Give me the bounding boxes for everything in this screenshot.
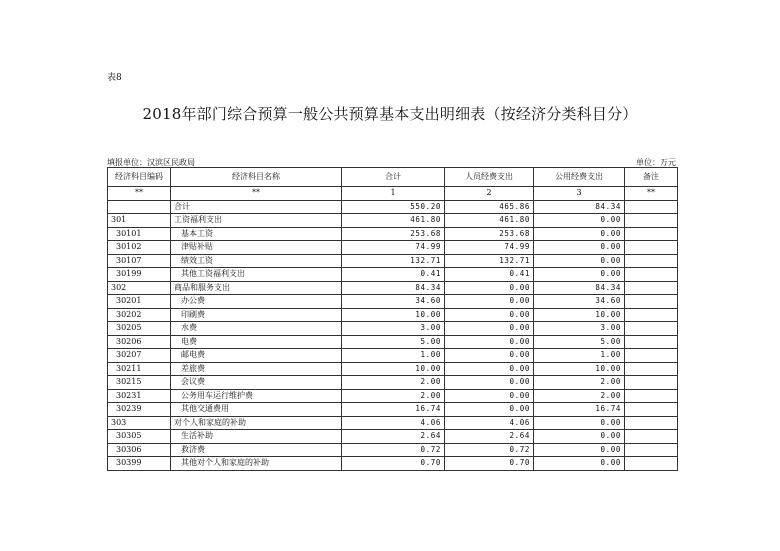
header-cell: 公用经费支出 bbox=[534, 168, 625, 187]
public-cell: 1.00 bbox=[534, 349, 625, 363]
index-cell: 3 bbox=[534, 187, 625, 201]
public-cell: 0.00 bbox=[534, 254, 625, 268]
index-cell: 1 bbox=[342, 187, 445, 201]
public-cell: 0.00 bbox=[534, 457, 625, 471]
public-cell: 84.34 bbox=[534, 200, 625, 214]
name-cell: 差旅费 bbox=[171, 362, 342, 376]
personnel-cell: 0.00 bbox=[445, 349, 534, 363]
public-cell: 0.00 bbox=[534, 214, 625, 228]
table-row bbox=[108, 416, 678, 430]
index-cell: ** bbox=[108, 187, 171, 201]
code-cell: 30399 bbox=[108, 457, 171, 471]
name-cell: 电费 bbox=[171, 335, 342, 349]
table-row bbox=[108, 227, 678, 241]
total-cell: 0.41 bbox=[342, 268, 445, 282]
table-row bbox=[108, 268, 678, 282]
index-cell: 2 bbox=[445, 187, 534, 201]
name-cell: 其他交通费用 bbox=[171, 403, 342, 417]
code-cell: 30306 bbox=[108, 443, 171, 457]
note-cell bbox=[625, 281, 678, 295]
header-row bbox=[108, 168, 678, 187]
code-cell: 30107 bbox=[108, 254, 171, 268]
name-cell: 基本工资 bbox=[171, 227, 342, 241]
code-cell: 30101 bbox=[108, 227, 171, 241]
total-cell: 2.64 bbox=[342, 430, 445, 444]
note-cell bbox=[625, 227, 678, 241]
total-cell: 132.71 bbox=[342, 254, 445, 268]
personnel-cell: 0.00 bbox=[445, 376, 534, 390]
personnel-cell: 253.68 bbox=[445, 227, 534, 241]
public-cell: 16.74 bbox=[534, 403, 625, 417]
public-cell: 84.34 bbox=[534, 281, 625, 295]
code-cell: 30205 bbox=[108, 322, 171, 336]
header-cell: 人员经费支出 bbox=[445, 168, 534, 187]
note-cell bbox=[625, 416, 678, 430]
table-row bbox=[108, 214, 678, 228]
code-cell: 30211 bbox=[108, 362, 171, 376]
table-row bbox=[108, 241, 678, 255]
public-cell: 10.00 bbox=[534, 308, 625, 322]
public-cell: 0.00 bbox=[534, 430, 625, 444]
note-cell bbox=[625, 349, 678, 363]
table-row bbox=[108, 322, 678, 336]
name-cell: 津贴补贴 bbox=[171, 241, 342, 255]
personnel-cell: 0.70 bbox=[445, 457, 534, 471]
table-row bbox=[108, 200, 678, 214]
code-cell: 30202 bbox=[108, 308, 171, 322]
note-cell bbox=[625, 214, 678, 228]
note-cell bbox=[625, 457, 678, 471]
header-cell: 备注 bbox=[625, 168, 678, 187]
note-cell bbox=[625, 430, 678, 444]
name-cell: 生活补助 bbox=[171, 430, 342, 444]
code-cell: 302 bbox=[108, 281, 171, 295]
index-row bbox=[108, 187, 678, 201]
public-cell: 5.00 bbox=[534, 335, 625, 349]
name-cell: 公务用车运行维护费 bbox=[171, 389, 342, 403]
code-cell: 30231 bbox=[108, 389, 171, 403]
note-cell bbox=[625, 254, 678, 268]
personnel-cell: 74.99 bbox=[445, 241, 534, 255]
total-cell: 461.80 bbox=[342, 214, 445, 228]
personnel-cell: 2.64 bbox=[445, 430, 534, 444]
total-cell: 74.99 bbox=[342, 241, 445, 255]
table-row bbox=[108, 254, 678, 268]
personnel-cell: 0.00 bbox=[445, 322, 534, 336]
note-cell bbox=[625, 308, 678, 322]
personnel-cell: 0.72 bbox=[445, 443, 534, 457]
public-cell: 0.00 bbox=[534, 443, 625, 457]
table-row bbox=[108, 403, 678, 417]
total-cell: 3.00 bbox=[342, 322, 445, 336]
code-cell: 30207 bbox=[108, 349, 171, 363]
note-cell bbox=[625, 362, 678, 376]
public-cell: 3.00 bbox=[534, 322, 625, 336]
table-row bbox=[108, 430, 678, 444]
table-row bbox=[108, 295, 678, 309]
personnel-cell: 0.41 bbox=[445, 268, 534, 282]
personnel-cell: 4.06 bbox=[445, 416, 534, 430]
name-cell: 其他对个人和家庭的补助 bbox=[171, 457, 342, 471]
name-cell: 商品和服务支出 bbox=[171, 281, 342, 295]
filling-unit: 填报单位：汉滨区民政局 bbox=[107, 158, 195, 167]
code-cell: 30305 bbox=[108, 430, 171, 444]
public-cell: 2.00 bbox=[534, 389, 625, 403]
note-cell bbox=[625, 200, 678, 214]
note-cell bbox=[625, 389, 678, 403]
personnel-cell: 0.00 bbox=[445, 362, 534, 376]
personnel-cell: 461.80 bbox=[445, 214, 534, 228]
public-cell: 0.00 bbox=[534, 268, 625, 282]
code-cell: 301 bbox=[108, 214, 171, 228]
code-cell: 30201 bbox=[108, 295, 171, 309]
code-cell: 30199 bbox=[108, 268, 171, 282]
public-cell: 2.00 bbox=[534, 376, 625, 390]
table-row bbox=[108, 349, 678, 363]
name-cell: 合计 bbox=[171, 200, 342, 214]
personnel-cell: 132.71 bbox=[445, 254, 534, 268]
public-cell: 34.60 bbox=[534, 295, 625, 309]
note-cell bbox=[625, 376, 678, 390]
code-cell: 30215 bbox=[108, 376, 171, 390]
total-cell: 1.00 bbox=[342, 349, 445, 363]
name-cell: 对个人和家庭的补助 bbox=[171, 416, 342, 430]
currency-unit: 单位：万元 bbox=[636, 158, 676, 167]
table-row bbox=[108, 281, 678, 295]
personnel-cell: 0.00 bbox=[445, 281, 534, 295]
public-cell: 0.00 bbox=[534, 416, 625, 430]
total-cell: 34.60 bbox=[342, 295, 445, 309]
note-cell bbox=[625, 241, 678, 255]
total-cell: 10.00 bbox=[342, 362, 445, 376]
table-row bbox=[108, 308, 678, 322]
personnel-cell: 0.00 bbox=[445, 335, 534, 349]
code-cell: 303 bbox=[108, 416, 171, 430]
name-cell: 绩效工资 bbox=[171, 254, 342, 268]
expenditure-table bbox=[107, 167, 678, 471]
table-row bbox=[108, 376, 678, 390]
personnel-cell: 0.00 bbox=[445, 403, 534, 417]
note-cell bbox=[625, 268, 678, 282]
total-cell: 5.00 bbox=[342, 335, 445, 349]
personnel-cell: 0.00 bbox=[445, 389, 534, 403]
name-cell: 其他工资福利支出 bbox=[171, 268, 342, 282]
name-cell: 工资福利支出 bbox=[171, 214, 342, 228]
header-cell: 经济科目名称 bbox=[171, 168, 342, 187]
personnel-cell: 465.86 bbox=[445, 200, 534, 214]
total-cell: 253.68 bbox=[342, 227, 445, 241]
header-cell: 合计 bbox=[342, 168, 445, 187]
name-cell: 会议费 bbox=[171, 376, 342, 390]
total-cell: 84.34 bbox=[342, 281, 445, 295]
table-row bbox=[108, 362, 678, 376]
total-cell: 4.06 bbox=[342, 416, 445, 430]
code-cell: 30206 bbox=[108, 335, 171, 349]
total-cell: 10.00 bbox=[342, 308, 445, 322]
public-cell: 0.00 bbox=[534, 241, 625, 255]
table-row bbox=[108, 457, 678, 471]
personnel-cell: 0.00 bbox=[445, 295, 534, 309]
note-cell bbox=[625, 295, 678, 309]
table-row bbox=[108, 389, 678, 403]
public-cell: 10.00 bbox=[534, 362, 625, 376]
name-cell: 邮电费 bbox=[171, 349, 342, 363]
note-cell bbox=[625, 443, 678, 457]
note-cell bbox=[625, 335, 678, 349]
total-cell: 0.70 bbox=[342, 457, 445, 471]
name-cell: 救济费 bbox=[171, 443, 342, 457]
note-cell bbox=[625, 403, 678, 417]
document-title: 2018年部门综合预算一般公共预算基本支出明细表（按经济分类科目分） bbox=[142, 105, 638, 123]
total-cell: 2.00 bbox=[342, 376, 445, 390]
index-cell: ** bbox=[625, 187, 678, 201]
table-row bbox=[108, 443, 678, 457]
total-cell: 0.72 bbox=[342, 443, 445, 457]
name-cell: 印刷费 bbox=[171, 308, 342, 322]
index-cell: ** bbox=[171, 187, 342, 201]
public-cell: 0.00 bbox=[534, 227, 625, 241]
name-cell: 水费 bbox=[171, 322, 342, 336]
code-cell: 30239 bbox=[108, 403, 171, 417]
note-cell bbox=[625, 322, 678, 336]
name-cell: 办公费 bbox=[171, 295, 342, 309]
code-cell: 30102 bbox=[108, 241, 171, 255]
total-cell: 2.00 bbox=[342, 389, 445, 403]
header-cell: 经济科目编码 bbox=[108, 168, 171, 187]
code-cell bbox=[108, 200, 171, 214]
personnel-cell: 0.00 bbox=[445, 308, 534, 322]
total-cell: 16.74 bbox=[342, 403, 445, 417]
total-cell: 550.20 bbox=[342, 200, 445, 214]
table-number: 表8 bbox=[107, 73, 122, 83]
table-row bbox=[108, 335, 678, 349]
